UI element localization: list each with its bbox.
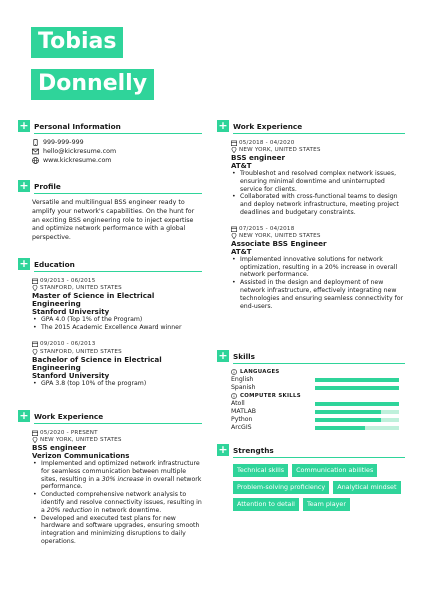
job-dates: 05/2018 - 04/2020 bbox=[239, 139, 295, 146]
skill-level-fill bbox=[315, 402, 399, 406]
strength-tag: Team player bbox=[303, 498, 350, 511]
skill-name: Spanish bbox=[231, 384, 256, 391]
section-title: Personal Information bbox=[34, 121, 121, 131]
plus-icon: + bbox=[19, 119, 29, 132]
edu-dates: 09/2010 - 06/2013 bbox=[40, 341, 96, 348]
strength-tag: Attention to detail bbox=[233, 498, 299, 511]
info-icon bbox=[231, 393, 237, 399]
calendar-icon bbox=[32, 278, 38, 284]
section-title: Work Experience bbox=[34, 411, 104, 421]
calendar-icon bbox=[231, 140, 237, 146]
skill-name: English bbox=[231, 376, 254, 383]
edu-school: Stanford University bbox=[32, 371, 110, 380]
edu-degree: Bachelor of Science in Electrical Engineering bbox=[32, 354, 162, 372]
strength-tag: Communication abilities bbox=[292, 464, 377, 477]
email-text: hello@kickresume.com bbox=[43, 147, 117, 155]
plus-icon: + bbox=[19, 179, 29, 192]
job-dates: 05/2020 - PRESENT bbox=[40, 429, 98, 436]
job-role: Associate BSS Engineer bbox=[231, 238, 327, 248]
languages-label: LANGUAGES bbox=[240, 369, 280, 375]
edu-degree: Master of Science in Electrical Engineering bbox=[32, 291, 155, 308]
plus-icon: + bbox=[218, 443, 228, 456]
strengths-section bbox=[217, 442, 405, 511]
skill-row bbox=[231, 424, 405, 432]
skill-level-bar bbox=[315, 410, 399, 414]
skill-level-fill bbox=[315, 426, 365, 430]
skill-level-bar bbox=[315, 378, 399, 382]
job-location: NEW YORK, UNITED STATES bbox=[239, 147, 321, 154]
computer-skills-list bbox=[231, 400, 405, 432]
skill-level-bar bbox=[315, 426, 399, 430]
skill-name: Atoll bbox=[231, 400, 245, 407]
section-title: Profile bbox=[34, 181, 61, 191]
skill-level-fill bbox=[315, 378, 399, 382]
skill-row bbox=[231, 376, 405, 384]
list-item: • Conducted comprehensive network analysis to identify and resolve connectivity issues, resulting in a 20% reduction in network downtime. bbox=[32, 491, 202, 514]
strength-tag: Analytical mindset bbox=[333, 481, 400, 494]
skill-row bbox=[231, 400, 405, 408]
section-title: Education bbox=[34, 259, 75, 269]
plus-icon: + bbox=[19, 257, 29, 270]
job-role: BSS engineer bbox=[231, 153, 286, 162]
skill-level-fill bbox=[315, 410, 381, 414]
skill-row bbox=[231, 408, 405, 416]
edu-location: STANFORD, UNITED STATES bbox=[40, 285, 122, 292]
skill-level-fill bbox=[315, 418, 381, 422]
list-item: • Implemented innovative solutions for network optimization, resulting in a 20% increase in overall network performance. bbox=[231, 256, 405, 279]
phone-row bbox=[32, 138, 202, 147]
job-role: BSS engineer bbox=[32, 443, 87, 452]
skill-level-bar bbox=[315, 402, 399, 406]
job-company: AT&T bbox=[231, 162, 252, 170]
job-dates: 07/2015 - 04/2018 bbox=[239, 225, 295, 232]
strength-tags bbox=[233, 464, 405, 511]
computer-skills-label: COMPUTER SKILLS bbox=[240, 393, 301, 399]
calendar-icon bbox=[32, 430, 38, 436]
job-location: NEW YORK, UNITED STATES bbox=[40, 437, 122, 444]
mail-icon bbox=[32, 148, 39, 155]
job-company: Verizon Communications bbox=[32, 452, 130, 460]
work-experience-left-section bbox=[18, 408, 202, 546]
edu-school: Stanford University bbox=[32, 308, 110, 316]
info-icon bbox=[231, 369, 237, 375]
education-item bbox=[32, 341, 202, 388]
edu-dates: 09/2013 - 06/2015 bbox=[40, 277, 96, 284]
section-title: Work Experience bbox=[233, 121, 303, 131]
languages-list bbox=[231, 376, 405, 392]
website-row[interactable] bbox=[32, 156, 202, 165]
list-item: • GPA 4.0 (Top 1% of the Program) bbox=[32, 316, 202, 324]
calendar-icon bbox=[231, 226, 237, 232]
strength-tag: Problem-solving proficiency bbox=[233, 481, 329, 494]
calendar-icon bbox=[32, 341, 38, 347]
location-pin-icon bbox=[32, 349, 38, 355]
skill-row bbox=[231, 416, 405, 424]
section-title: Strengths bbox=[233, 445, 274, 455]
list-item: • Collaborated with cross-functional teams to design and deploy network infrastructure, meeting project deadlines and budgetary constraints. bbox=[231, 193, 405, 216]
job-company: AT&T bbox=[231, 247, 252, 256]
strength-tag: Technical skills bbox=[233, 464, 288, 477]
profile-section bbox=[18, 178, 202, 243]
education-section bbox=[18, 256, 202, 387]
skill-name: MATLAB bbox=[231, 408, 256, 415]
list-item: • The 2015 Academic Excellence Award winner bbox=[32, 324, 202, 332]
job-location: NEW YORK, UNITED STATES bbox=[239, 233, 321, 240]
plus-icon: + bbox=[218, 349, 228, 362]
skill-row bbox=[231, 384, 405, 392]
plus-icon: + bbox=[218, 119, 228, 132]
website-text: www.kickresume.com bbox=[43, 156, 112, 164]
name-last: Donnelly bbox=[31, 69, 154, 100]
list-item: • Implemented and optimized network infrastructure for seamless communication between multiple sites, resulting in a 30% increase in overall network performance. bbox=[32, 460, 202, 491]
list-item: • Troubleshot and resolved complex network issues, ensuring minimal downtime and uninterrupted service for clients. bbox=[231, 170, 405, 193]
work-experience-right-section bbox=[217, 118, 405, 310]
education-item bbox=[32, 277, 202, 332]
phone-icon bbox=[32, 139, 39, 146]
skill-level-bar bbox=[315, 418, 399, 422]
list-item: • GPA 3.8 (top 10% of the program) bbox=[32, 380, 202, 388]
profile-text: Versatile and multilingual BSS engineer ready to amplify your network's capabilities. On the hunt for an exciting BSS engineering role to inject expertise and optimize network performance with a global perspective. bbox=[32, 199, 195, 242]
skill-level-bar bbox=[315, 386, 399, 390]
personal-section bbox=[18, 118, 202, 165]
list-item: • Developed and executed test plans for new hardware and software upgrades, ensuring smooth integration and minimizing disruptions to daily operations. bbox=[32, 515, 202, 546]
job-item bbox=[231, 139, 405, 217]
edu-location: STANFORD, UNITED STATES bbox=[40, 348, 122, 355]
name-first: Tobias bbox=[31, 27, 123, 58]
skill-name: ArcGIS bbox=[231, 424, 252, 431]
plus-icon: + bbox=[19, 409, 29, 422]
email-row[interactable] bbox=[32, 147, 202, 156]
skills-section bbox=[217, 348, 405, 432]
job-item bbox=[231, 225, 405, 311]
section-title: Skills bbox=[233, 351, 255, 361]
globe-icon bbox=[32, 157, 39, 164]
skill-level-fill bbox=[315, 386, 399, 390]
phone-text: 999-999-999 bbox=[43, 138, 84, 146]
skill-name: Python bbox=[231, 416, 253, 423]
list-item: • Assisted in the design and deployment of new network infrastructure, effectively integrating new technologies and ensuring seamless connectivity for end-users. bbox=[231, 279, 405, 310]
